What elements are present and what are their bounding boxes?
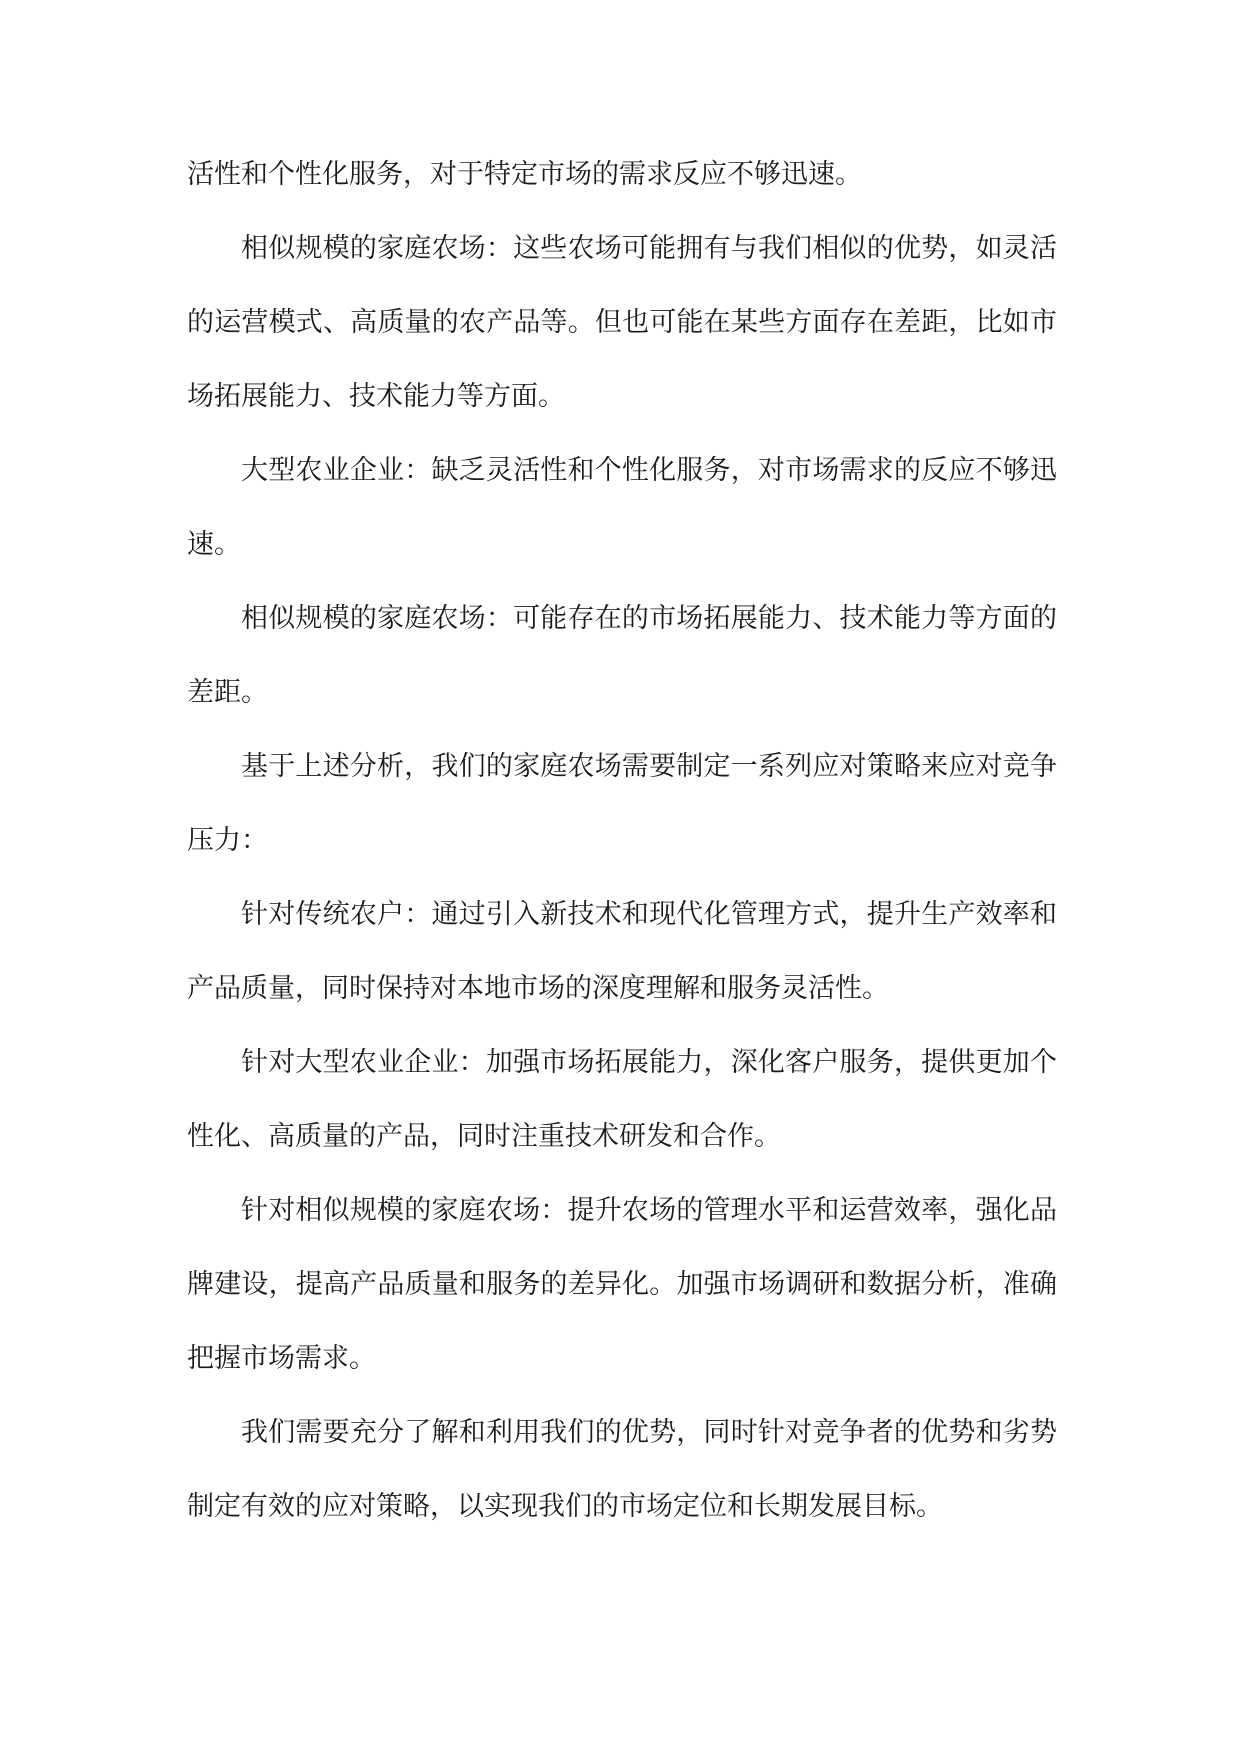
paragraph-conclusion: 我们需要充分了解和利用我们的优势，同时针对竞争者的优势和劣势制定有效的应对策略，以实现我们的市场定位和长期发展目标。 — [187, 1417, 1057, 1522]
paragraph-similar-farms-gap: 相似规模的家庭农场：可能存在的市场拓展能力、技术能力等方面的差距。 — [187, 603, 1057, 708]
paragraph-large-enterprises-weakness: 大型农业企业：缺乏灵活性和个性化服务，对市场需求的反应不够迅速。 — [187, 455, 1057, 560]
paragraph-continued: 活性和个性化服务，对于特定市场的需求反应不够迅速。 — [187, 159, 862, 190]
paragraph-strategy-traditional-farmers: 针对传统农户：通过引入新技术和现代化管理方式，提升生产效率和产品质量，同时保持对本地市场的深度理解和服务灵活性。 — [187, 899, 1057, 1004]
paragraph-strategy-similar-farms: 针对相似规模的家庭农场：提升农场的管理水平和运营效率，强化品牌建设，提高产品质量和服务的差异化。加强市场调研和数据分析，准确把握市场需求。 — [187, 1195, 1057, 1374]
paragraph-strategy-large-enterprises: 针对大型农业企业：加强市场拓展能力，深化客户服务，提供更加个性化、高质量的产品，同时注重技术研发和合作。 — [187, 1047, 1057, 1152]
paragraph-similar-farms-advantages: 相似规模的家庭农场：这些农场可能拥有与我们相似的优势，如灵活的运营模式、高质量的农产品等。但也可能在某些方面存在差距，比如市场拓展能力、技术能力等方面。 — [187, 233, 1057, 412]
document-body — [187, 138, 1057, 1544]
paragraph-strategy-intro: 基于上述分析，我们的家庭农场需要制定一系列应对策略来应对竞争压力： — [187, 751, 1057, 856]
